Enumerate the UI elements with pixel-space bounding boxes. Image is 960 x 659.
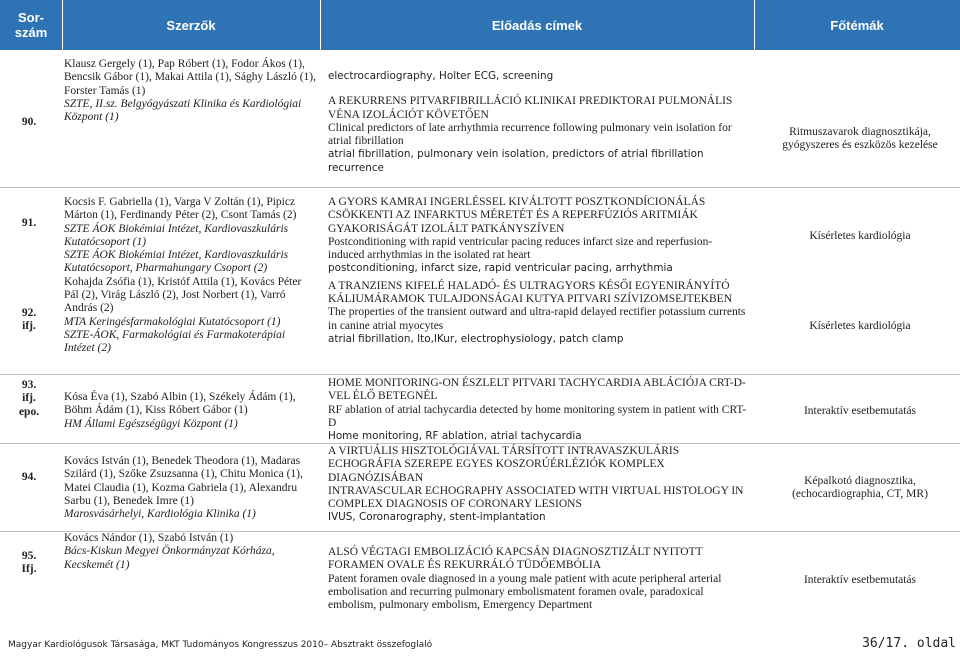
header-col-topic: Főtémák: [830, 17, 884, 33]
authors-text: Klausz Gergely (1), Pap Róbert (1), Fodor Ákos (1), Bencsik Gábor (1), Makai Attila (1), Sághy László (1), Forster Tamás (1): [64, 58, 316, 97]
title-english: Clinical predictors of late arrhythmia recurrence following pulmonary vein isolation for atrial fibrillation: [328, 121, 732, 148]
header-col-authors: Szerzők: [166, 17, 216, 33]
row-number: 95. Ifj.: [21, 550, 37, 576]
row-separator: [0, 443, 960, 444]
keywords: postconditioning, infarct size, rapid ventricular pacing, arrhythmia: [328, 262, 673, 275]
affiliation-text: Bács-Kiskun Megyei Önkormányzat Kórháza, Kecskemét (1): [64, 545, 275, 571]
table-row: [0, 56, 960, 186]
row-number: 90.: [21, 116, 37, 128]
row-topic: Ritmuszavarok diagnosztikája, gyógyszeres és eszközös kezelése: [782, 126, 938, 152]
row-topic: Képalkotó diagnosztika, (echocardiographia, CT, MR): [792, 475, 928, 501]
table-header: [0, 0, 960, 50]
affiliation-text: MTA Keringésfarmakológiai Kutatócsoport (1): [64, 315, 281, 328]
row-presentation: [328, 196, 748, 346]
row-separator: [0, 374, 960, 375]
header-divider: [754, 0, 755, 50]
authors-text: Kohajda Zsófia (1), Kristóf Attila (1), Kovács Péter Pál (2), Virág László (2), Jost Norbert (1), Varró András (2): [64, 275, 302, 315]
title-hungarian: A GYORS KAMRAI INGERLÉSSEL KIVÁLTOTT POSZTKONDÍCIONÁLÁS CSÖKKENTI AZ INFARKTUS MÉRETÉT ÉS A REPERFÚZIÓS ARITMIÁK GYAKORISÁGÁT IZOLÁLT PATKÁNYSZÍVEN: [328, 196, 706, 235]
row-topic: Kísérletes kardiológia: [809, 230, 911, 242]
keywords: IVUS, Coronarography, stent-implantation: [328, 511, 546, 524]
authors-text: Kocsis F. Gabriella (1), Varga V Zoltán (1), Pipicz Márton (1), Ferdinandy Péter (2), Csont Tamás (2): [64, 196, 297, 222]
row-presentation: [328, 546, 748, 612]
title-english: INTRAVASCULAR ECHOGRAPHY ASSOCIATED WITH VIRTUAL HISTOLOGY IN COMPLEX DIAGNOSIS OF CORONARY LESIONS: [328, 484, 744, 511]
authors-text: Kovács István (1), Benedek Theodora (1), Madaras Szilárd (1), Szőke Zsuzsanna (1), Chitu Monica (1), Matei Claudia (1), Kozma Gabriela (1), Alexandru Sarbu (1), Benedek Imre (1): [64, 455, 303, 507]
row-presentation: [328, 377, 748, 443]
affiliation-text: SZTE ÁOK Biokémiai Intézet, Kardiovaszkuláris Kutatócsoport (1) SZTE ÁOK Biokémiai Intézet, Kardiovaszkuláris Kutatócsoport, Pharmahungary Csoport (2): [64, 222, 289, 275]
authors-text: Kósa Éva (1), Szabó Albin (1), Székely Ádám (1), Böhm Ádám (1), Kiss Róbert Gábor (1): [64, 391, 296, 417]
row-number: 92. ifj.: [21, 307, 37, 333]
title-english: The properties of the transient outward and ultra-rapid delayed rectifier potassium currents in canine atrial myocytes: [328, 306, 746, 332]
row-presentation: [328, 445, 748, 525]
table-row: [0, 532, 960, 618]
row-authors: [64, 455, 316, 521]
keywords: Home monitoring, RF ablation, atrial tachycardia: [328, 430, 582, 443]
title-english: Postconditioning with rapid ventricular pacing reduces infarct size and reperfusion-induced arrhythmias in the isolated rat heart: [328, 235, 713, 262]
row-number: 94.: [21, 471, 37, 483]
title-hungarian: A VIRTUÁLIS HISZTOLÓGIÁVAL TÁRSÍTOTT INTRAVASZKULÁRIS ECHOGRÁFIA SZEREPE EGYES KOSZORÚÉRLÉZIÓK KOMPLEX DIAGNÓZISÁBAN: [328, 445, 680, 484]
keywords: atrial fibrillation, Ito,IKur, electrophysiology, patch clamp: [328, 332, 624, 345]
row-topic: Interaktív esetbemutatás: [803, 574, 917, 586]
page-footer: [0, 632, 960, 659]
row-presentation: [328, 70, 748, 175]
row-authors: [64, 532, 316, 572]
row-authors: [64, 196, 316, 356]
affiliation-text: SZTE, II.sz. Belgyógyászati Klinika és Kardiológiai Központ (1): [64, 97, 302, 124]
row-number: 91.: [21, 217, 37, 229]
header-col-number: Sor- szám: [14, 10, 48, 40]
title-english: RF ablation of atrial tachycardia detected by home monitoring system in patient with CRT-D: [328, 403, 747, 429]
row-separator: [0, 187, 960, 188]
title-hungarian: HOME MONITORING-ON ÉSZLELT PITVARI TACHYCARDIA ABLÁCIÓJA CRT-D-VEL ÉLŐ BETEGNÉL: [328, 377, 746, 403]
row-authors: [64, 391, 316, 431]
keywords: atrial fibrillation, pulmonary vein isolation, predictors of atrial fibrillation recurrence: [328, 148, 704, 174]
keywords-top: electrocardiography, Holter ECG, screening: [328, 70, 554, 82]
affiliation-text: Marosvásárhelyi, Kardiológia Klinika (1): [64, 508, 256, 521]
row-authors: [64, 58, 316, 124]
row-topic: Interaktív esetbemutatás: [803, 405, 917, 417]
title-hungarian: ALSÓ VÉGTAGI EMBOLIZÁCIÓ KAPCSÁN DIAGNOSZTIZÁLT NYITOTT FORAMEN OVALE ÉS REKURRÁLÓ TÜDŐEMBÓLIA: [328, 546, 703, 572]
title-hungarian: A REKURRENS PITVARFIBRILLÁCIÓ KLINIKAI PREDIKTORAI PULMONÁLIS VÉNA IZOLÁCIÓT KÖVETŐEN: [328, 95, 733, 121]
header-col-title: Előadás címek: [491, 17, 583, 33]
title-hungarian: A TRANZIENS KIFELÉ HALADÓ- ÉS ULTRAGYORS KÉSŐI EGYENIRÁNYÍTÓ KÁLIUMÁRAMOK TULAJDONSÁGAI KUTYA PITVARI SZÍVIZOMSEJTEKBEN: [328, 279, 732, 306]
table-row: [0, 445, 960, 529]
affiliation-text: HM Állami Egészségügyi Központ (1): [64, 417, 238, 430]
row-number: 93. ifj. epo.: [18, 379, 40, 418]
row-topic: Kísérletes kardiológia: [809, 320, 911, 332]
page-number: 36/17. oldal: [862, 636, 956, 651]
table-row: [0, 377, 960, 441]
header-divider: [62, 0, 63, 50]
header-divider: [320, 0, 321, 50]
table-row: [0, 190, 960, 374]
authors-text: Kovács Nándor (1), Szabó István (1): [64, 532, 234, 544]
affiliation-text: SZTE-ÁOK, Farmakológiai és Farmakoterápiai Intézet (2): [64, 328, 286, 355]
title-english: Patent foramen ovale diagnosed in a young male patient with acute peripheral arterial embolisation and recurring pulmonary embolismatent foramen ovale, paradoxical embolism, pulmonary embolism, Emergency Department: [328, 572, 722, 612]
footer-conference-text: Magyar Kardiológusok Társasága, MKT Tudományos Kongresszus 2010– Absztrakt összefoglaló: [8, 640, 433, 650]
